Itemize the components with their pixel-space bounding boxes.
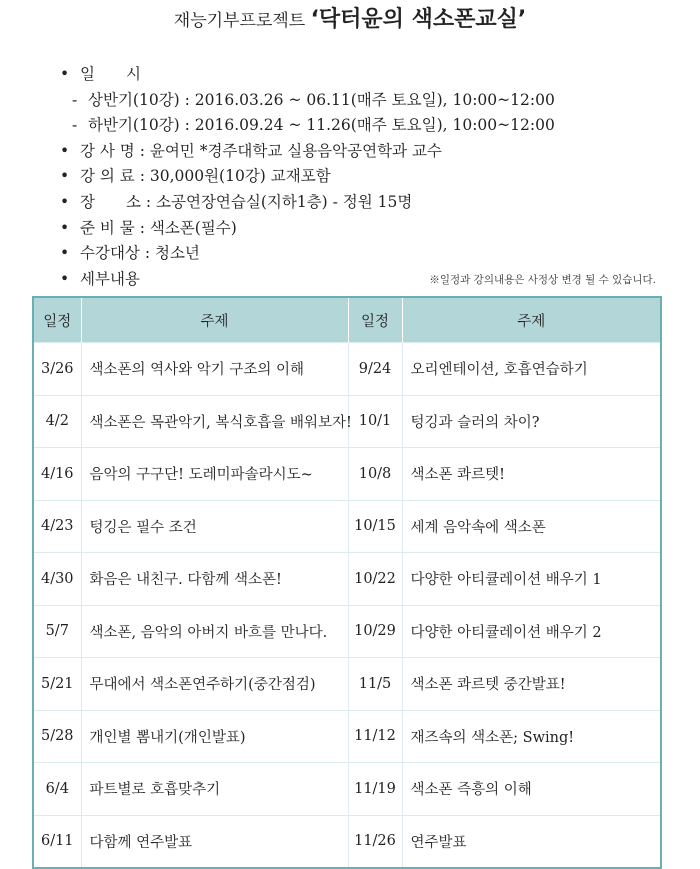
first-half-topic: 색소폰, 음악의 아버지 바흐를 만나다.	[81, 605, 348, 658]
second-half-topic: 텅깅과 슬러의 차이?	[402, 395, 661, 448]
bullet-icon: •	[60, 269, 70, 288]
first-half-topic: 파트별로 호흡맞추기	[81, 763, 348, 816]
second-half-topic: 재즈속의 색소폰; Swing!	[402, 710, 661, 763]
info-instructor	[60, 139, 555, 165]
first-half-topic: 색소폰의 역사와 악기 구조의 이해	[81, 343, 348, 396]
bullet-icon: •	[60, 244, 70, 263]
bullet-icon: •	[60, 141, 70, 160]
first-half-topic: 색소폰은 목관악기, 복식호흡을 배워보자!	[81, 395, 348, 448]
bullet-icon: •	[60, 218, 70, 237]
info-target-text: 수강대상 : 청소년	[80, 244, 200, 263]
info-list	[60, 62, 555, 292]
table-row	[33, 553, 661, 606]
second-half-topic: 세계 음악속에 색소폰	[402, 500, 661, 553]
second-half-topic: 색소폰 콰르텟 중간발표!	[402, 658, 661, 711]
header-date-1: 일정	[33, 297, 81, 343]
second-half-date: 10/8	[348, 448, 402, 501]
header-date-2: 일정	[348, 297, 402, 343]
first-half-date: 4/2	[33, 395, 81, 448]
info-supplies-text: 준 비 물 : 색소폰(필수)	[80, 218, 237, 237]
second-half-topic: 색소폰 즉흥의 이해	[402, 763, 661, 816]
table-row	[33, 500, 661, 553]
second-half-date: 11/12	[348, 710, 402, 763]
second-half-date: 11/19	[348, 763, 402, 816]
first-half-date: 6/11	[33, 815, 81, 868]
info-place	[60, 190, 555, 216]
table-row	[33, 395, 661, 448]
first-half-topic: 텅깅은 필수 조건	[81, 500, 348, 553]
first-half-date: 5/7	[33, 605, 81, 658]
change-notice: ※일정과 강의내용은 사정상 변경 될 수 있습니다.	[429, 274, 656, 286]
dash-icon: -	[72, 90, 78, 109]
second-half-topic: 오리엔테이션, 호흡연습하기	[402, 343, 661, 396]
table-row	[33, 343, 661, 396]
page-title	[0, 6, 700, 35]
second-half-date: 10/29	[348, 605, 402, 658]
second-half-topic: 다양한 아티큘레이션 배우기 2	[402, 605, 661, 658]
second-half-topic: 다양한 아티큘레이션 배우기 1	[402, 553, 661, 606]
second-half-date: 10/1	[348, 395, 402, 448]
schedule-table	[32, 296, 662, 869]
bullet-icon: •	[60, 167, 70, 186]
first-half-date: 4/16	[33, 448, 81, 501]
table-row	[33, 448, 661, 501]
dash-icon: -	[72, 116, 78, 135]
second-half-date: 11/5	[348, 658, 402, 711]
info-first-half	[60, 88, 555, 114]
info-supplies	[60, 216, 555, 242]
info-first-half-text: 상반기(10강) : 2016.03.26 ~ 06.11(매주 토요일), 10:00~12:00	[88, 90, 555, 109]
info-fee-text: 강 의 료 : 30,000원(10강) 교재포함	[80, 167, 331, 186]
info-details-text: 세부내용	[80, 269, 140, 288]
second-half-topic: 연주발표	[402, 815, 661, 868]
first-half-topic: 개인별 뽐내기(개인발표)	[81, 710, 348, 763]
first-half-date: 6/4	[33, 763, 81, 816]
first-half-topic: 무대에서 색소폰연주하기(중간점검)	[81, 658, 348, 711]
table-row	[33, 710, 661, 763]
second-half-date: 11/26	[348, 815, 402, 868]
first-half-date: 5/21	[33, 658, 81, 711]
table-row	[33, 815, 661, 868]
second-half-date: 9/24	[348, 343, 402, 396]
header-topic-1: 주제	[81, 297, 348, 343]
bullet-icon: •	[60, 65, 70, 83]
first-half-date: 3/26	[33, 343, 81, 396]
first-half-topic: 음악의 구구단! 도레미파솔라시도~	[81, 448, 348, 501]
info-date-label: 일 시	[80, 65, 141, 83]
second-half-date: 10/22	[348, 553, 402, 606]
first-half-date: 5/28	[33, 710, 81, 763]
info-fee	[60, 164, 555, 190]
info-second-half	[60, 113, 555, 139]
table-header-row	[33, 297, 661, 343]
bullet-icon: •	[60, 192, 70, 211]
table-row	[33, 763, 661, 816]
header-topic-2: 주제	[402, 297, 661, 343]
title-prefix: 재능기부프로젝트	[173, 11, 311, 31]
first-half-date: 4/23	[33, 500, 81, 553]
info-second-half-text: 하반기(10강) : 2016.09.24 ~ 11.26(매주 토요일), 10:00~12:00	[88, 116, 555, 135]
info-place-text: 장 소 : 소공연장연습실(지하1층) - 정원 15명	[80, 192, 413, 211]
table-row	[33, 658, 661, 711]
title-main: ‘닥터윤의 색소폰교실’	[310, 7, 527, 32]
second-half-date: 10/15	[348, 500, 402, 553]
first-half-topic: 다함께 연주발표	[81, 815, 348, 868]
first-half-topic: 화음은 내친구. 다함께 색소폰!	[81, 553, 348, 606]
info-instructor-text: 강 사 명 : 윤여민 *경주대학교 실용음악공연학과 교수	[80, 141, 442, 160]
info-date	[60, 62, 555, 88]
table-row	[33, 605, 661, 658]
info-target	[60, 241, 555, 267]
second-half-topic: 색소폰 콰르텟!	[402, 448, 661, 501]
first-half-date: 4/30	[33, 553, 81, 606]
